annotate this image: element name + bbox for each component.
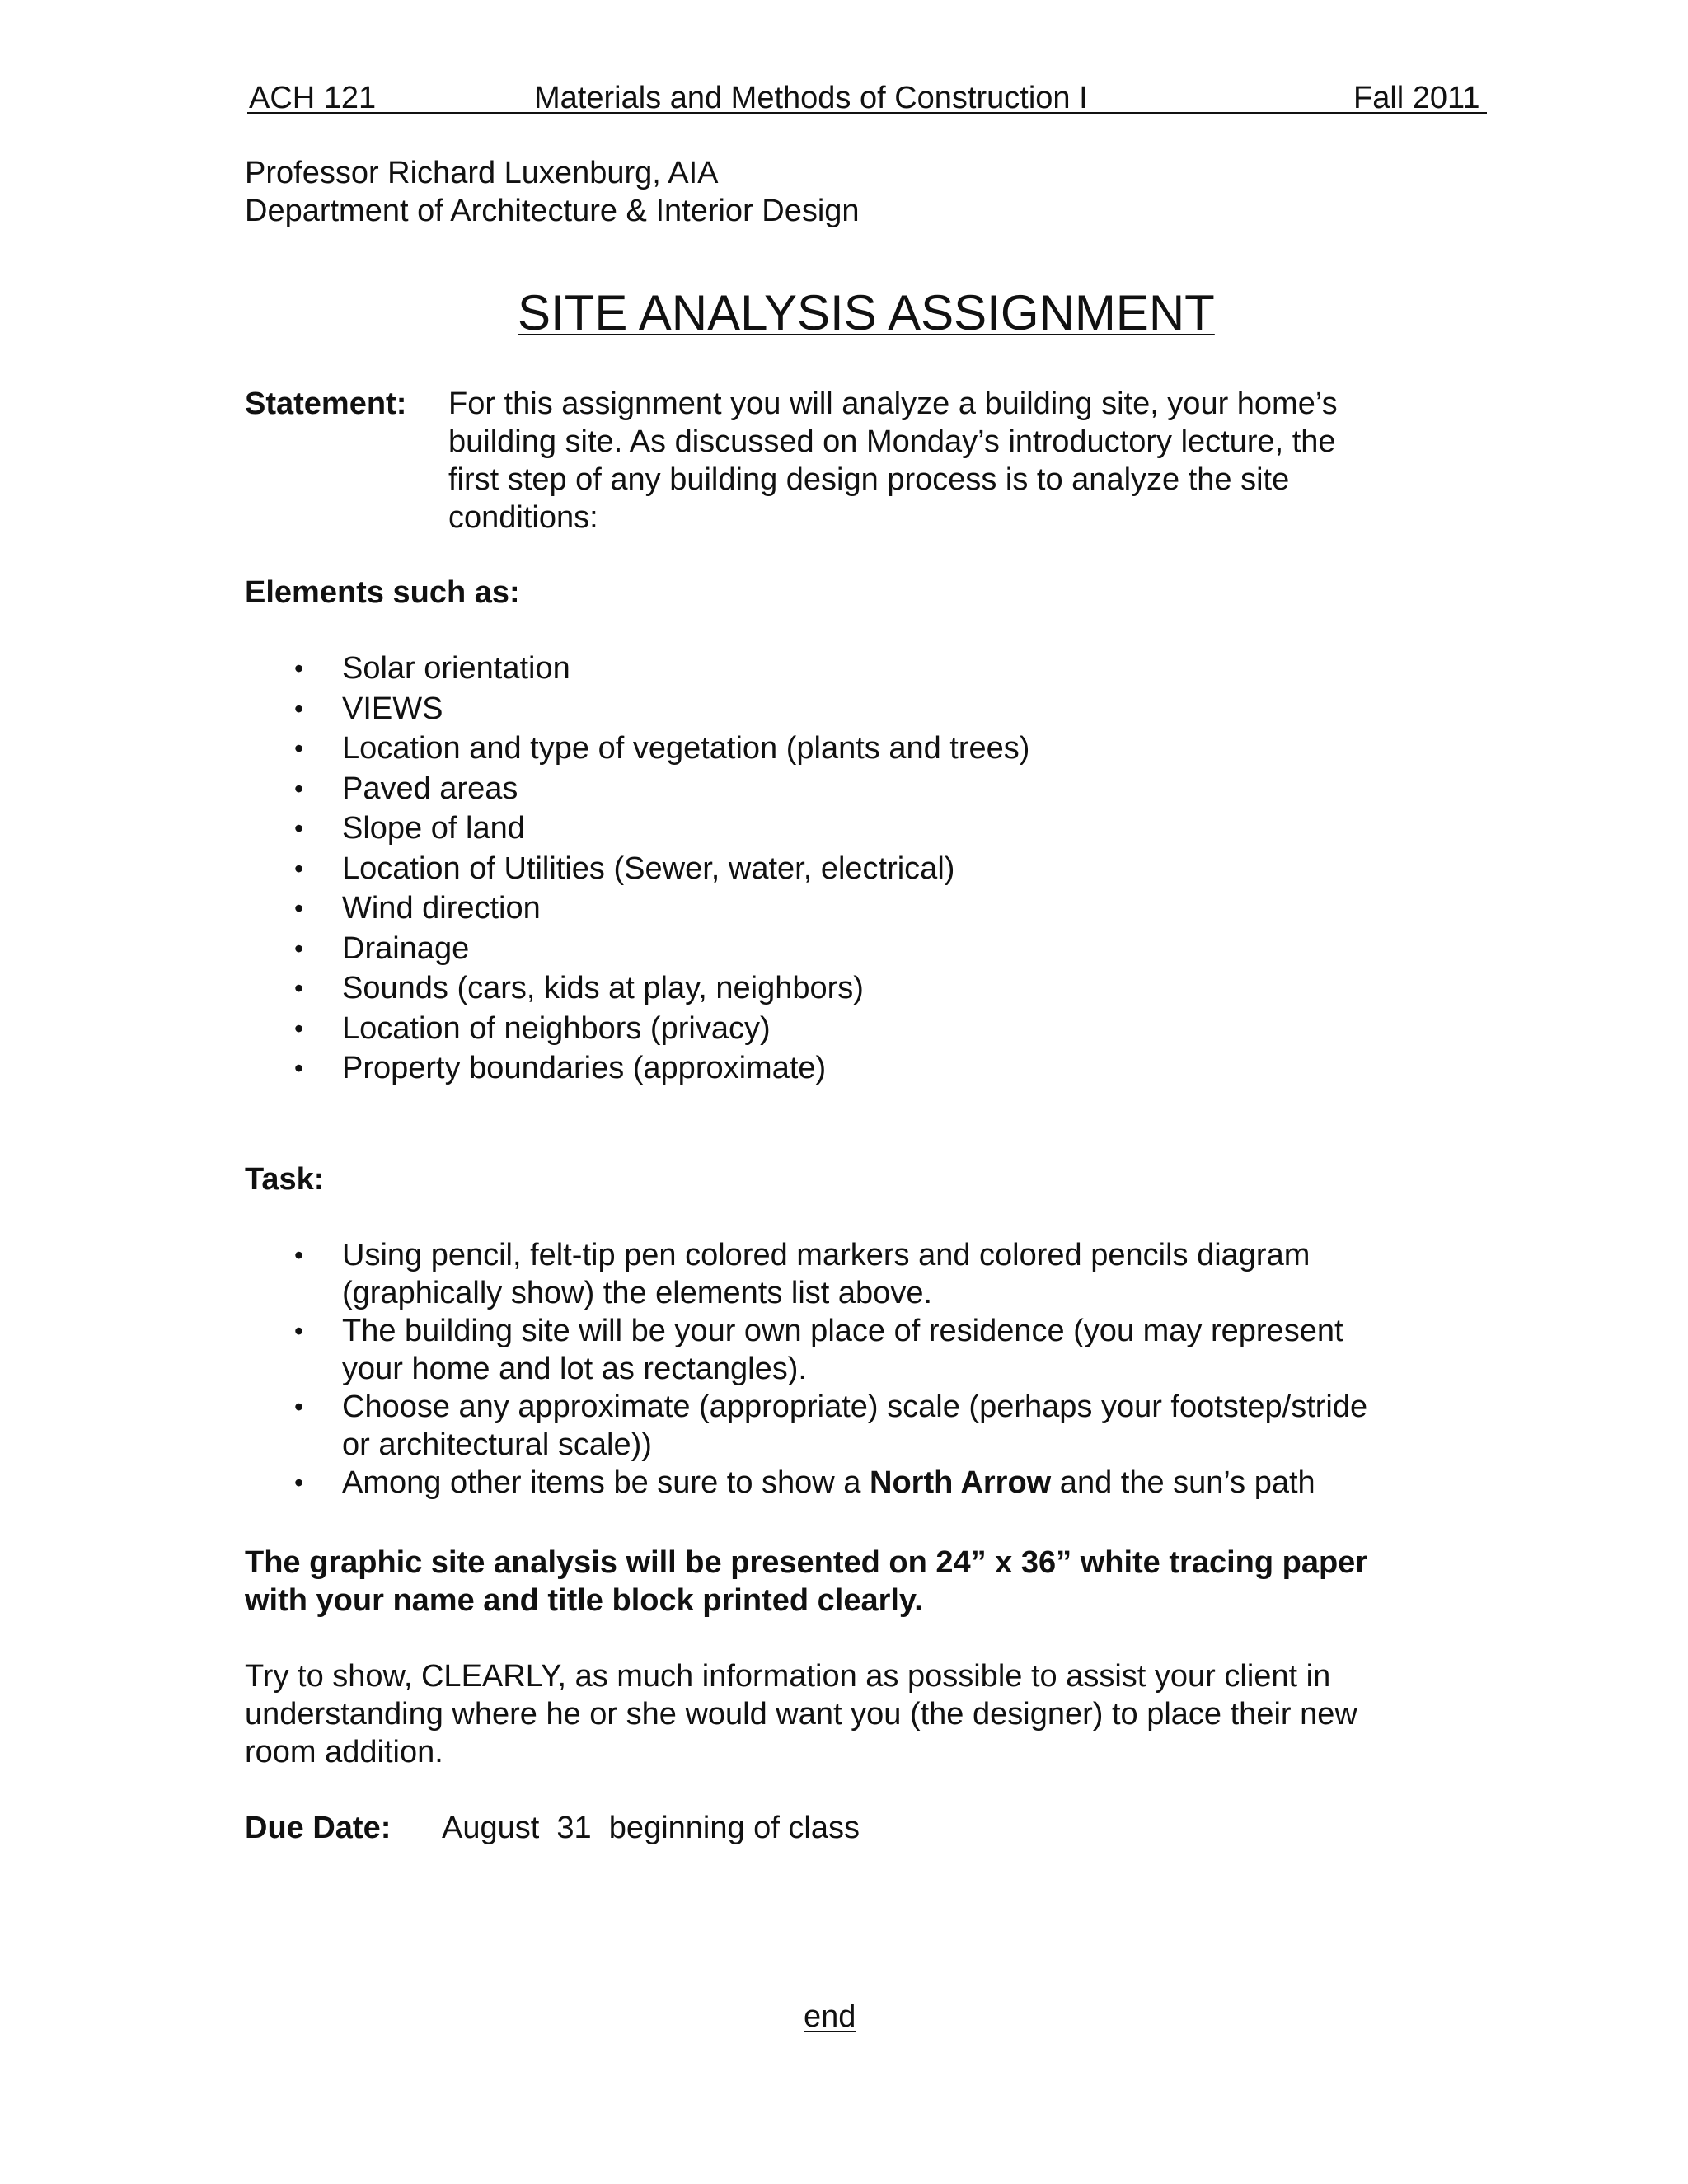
bullet-icon: •	[294, 1013, 304, 1043]
header-underline	[247, 112, 1487, 114]
due-date-label: Due Date:	[245, 1811, 392, 1845]
list-item-line: Choose any approximate (appropriate) scale (perhaps your footstep/stride	[342, 1390, 1368, 1424]
presentation-line: with your name and title block printed clearly.	[245, 1583, 923, 1618]
list-item-text: Property boundaries (approximate)	[342, 1051, 827, 1085]
task-list	[294, 1236, 1512, 1502]
list-item-text: VIEWS	[342, 691, 443, 726]
end-marker: end	[804, 1999, 856, 2034]
statement-line: For this assignment you will analyze a building site, your home’s	[448, 387, 1338, 421]
statement-body	[448, 385, 1520, 537]
bullet-icon: •	[294, 1240, 304, 1270]
list-item	[294, 969, 1496, 1010]
bullet-icon: •	[294, 1468, 304, 1497]
presentation-note	[245, 1544, 1564, 1619]
list-item	[294, 1049, 1496, 1090]
list-item-line: or architectural scale))	[342, 1427, 652, 1462]
list-item	[294, 1464, 1512, 1502]
statement-line: building site. As discussed on Monday’s introductory lecture, the	[448, 424, 1336, 459]
bullet-icon: •	[294, 654, 304, 683]
list-item-text: Paved areas	[342, 771, 518, 806]
list-item-line: (graphically show) the elements list above.	[342, 1276, 933, 1310]
list-item	[294, 690, 1496, 730]
elements-list	[294, 649, 1496, 1090]
instructions-paragraph	[245, 1657, 1564, 1771]
list-item-text: Location and type of vegetation (plants and trees)	[342, 731, 1030, 766]
list-item-text: Wind direction	[342, 891, 541, 926]
list-item	[294, 1388, 1512, 1464]
list-item-text: Among other items be sure to show a	[342, 1465, 870, 1500]
list-item	[294, 1312, 1512, 1388]
statement-line: first step of any building design process is to analyze the site	[448, 462, 1290, 497]
list-item	[294, 809, 1496, 850]
bullet-icon: •	[294, 733, 304, 763]
department-name: Department of Architecture & Interior Design	[245, 194, 860, 228]
list-item-text: Drainage	[342, 930, 470, 966]
list-item	[294, 770, 1496, 810]
list-item-line: your home and lot as rectangles).	[342, 1352, 807, 1386]
list-item-line: The building site will be your own place of residence (you may represent	[342, 1314, 1343, 1348]
bullet-icon: •	[294, 1392, 304, 1422]
instructions-line: Try to show, CLEARLY, as much information as possible to assist your client in	[245, 1659, 1331, 1694]
list-item	[294, 850, 1496, 890]
list-item-text: Location of neighbors (privacy)	[342, 1010, 771, 1046]
bullet-icon: •	[294, 893, 304, 923]
bullet-icon: •	[294, 1316, 304, 1346]
list-item	[294, 1010, 1496, 1050]
list-item	[294, 889, 1496, 930]
bullet-icon: •	[294, 973, 304, 1003]
list-item-text: and the sun’s path	[1051, 1465, 1315, 1500]
due-date-value: August 31 beginning of class	[442, 1811, 860, 1845]
list-item	[294, 729, 1496, 770]
statement-line: conditions:	[448, 500, 598, 535]
list-item	[294, 930, 1496, 970]
list-item	[294, 1236, 1512, 1312]
presentation-line: The graphic site analysis will be presented on 24” x 36” white tracing paper	[245, 1545, 1368, 1580]
bullet-icon: •	[294, 813, 304, 843]
course-code: ACH 121	[249, 81, 377, 115]
professor-name: Professor Richard Luxenburg, AIA	[245, 156, 719, 190]
list-item-line: Using pencil, felt-tip pen colored markers and colored pencils diagram	[342, 1238, 1311, 1272]
list-item	[294, 649, 1496, 690]
bullet-icon: •	[294, 773, 304, 804]
bullet-icon: •	[294, 1053, 304, 1083]
task-heading: Task:	[245, 1162, 325, 1197]
term: Fall 2011	[1353, 81, 1480, 115]
elements-heading: Elements such as:	[245, 575, 520, 610]
north-arrow-emphasis: North Arrow	[870, 1465, 1052, 1500]
bullet-icon: •	[294, 853, 304, 883]
bullet-icon: •	[294, 693, 304, 724]
bullet-icon: •	[294, 933, 304, 963]
instructions-line: understanding where he or she would want you (the designer) to place their new	[245, 1697, 1357, 1732]
statement-label: Statement:	[245, 387, 407, 421]
list-item-text: Solar orientation	[342, 651, 570, 686]
list-item-text: Slope of land	[342, 811, 525, 846]
course-title: Materials and Methods of Construction I	[534, 81, 1088, 115]
instructions-line: room addition.	[245, 1735, 443, 1769]
list-item-text: Sounds (cars, kids at play, neighbors)	[342, 971, 864, 1005]
list-item-text: Location of Utilities (Sewer, water, electrical)	[342, 851, 955, 886]
page-title: SITE ANALYSIS ASSIGNMENT	[518, 285, 1215, 340]
